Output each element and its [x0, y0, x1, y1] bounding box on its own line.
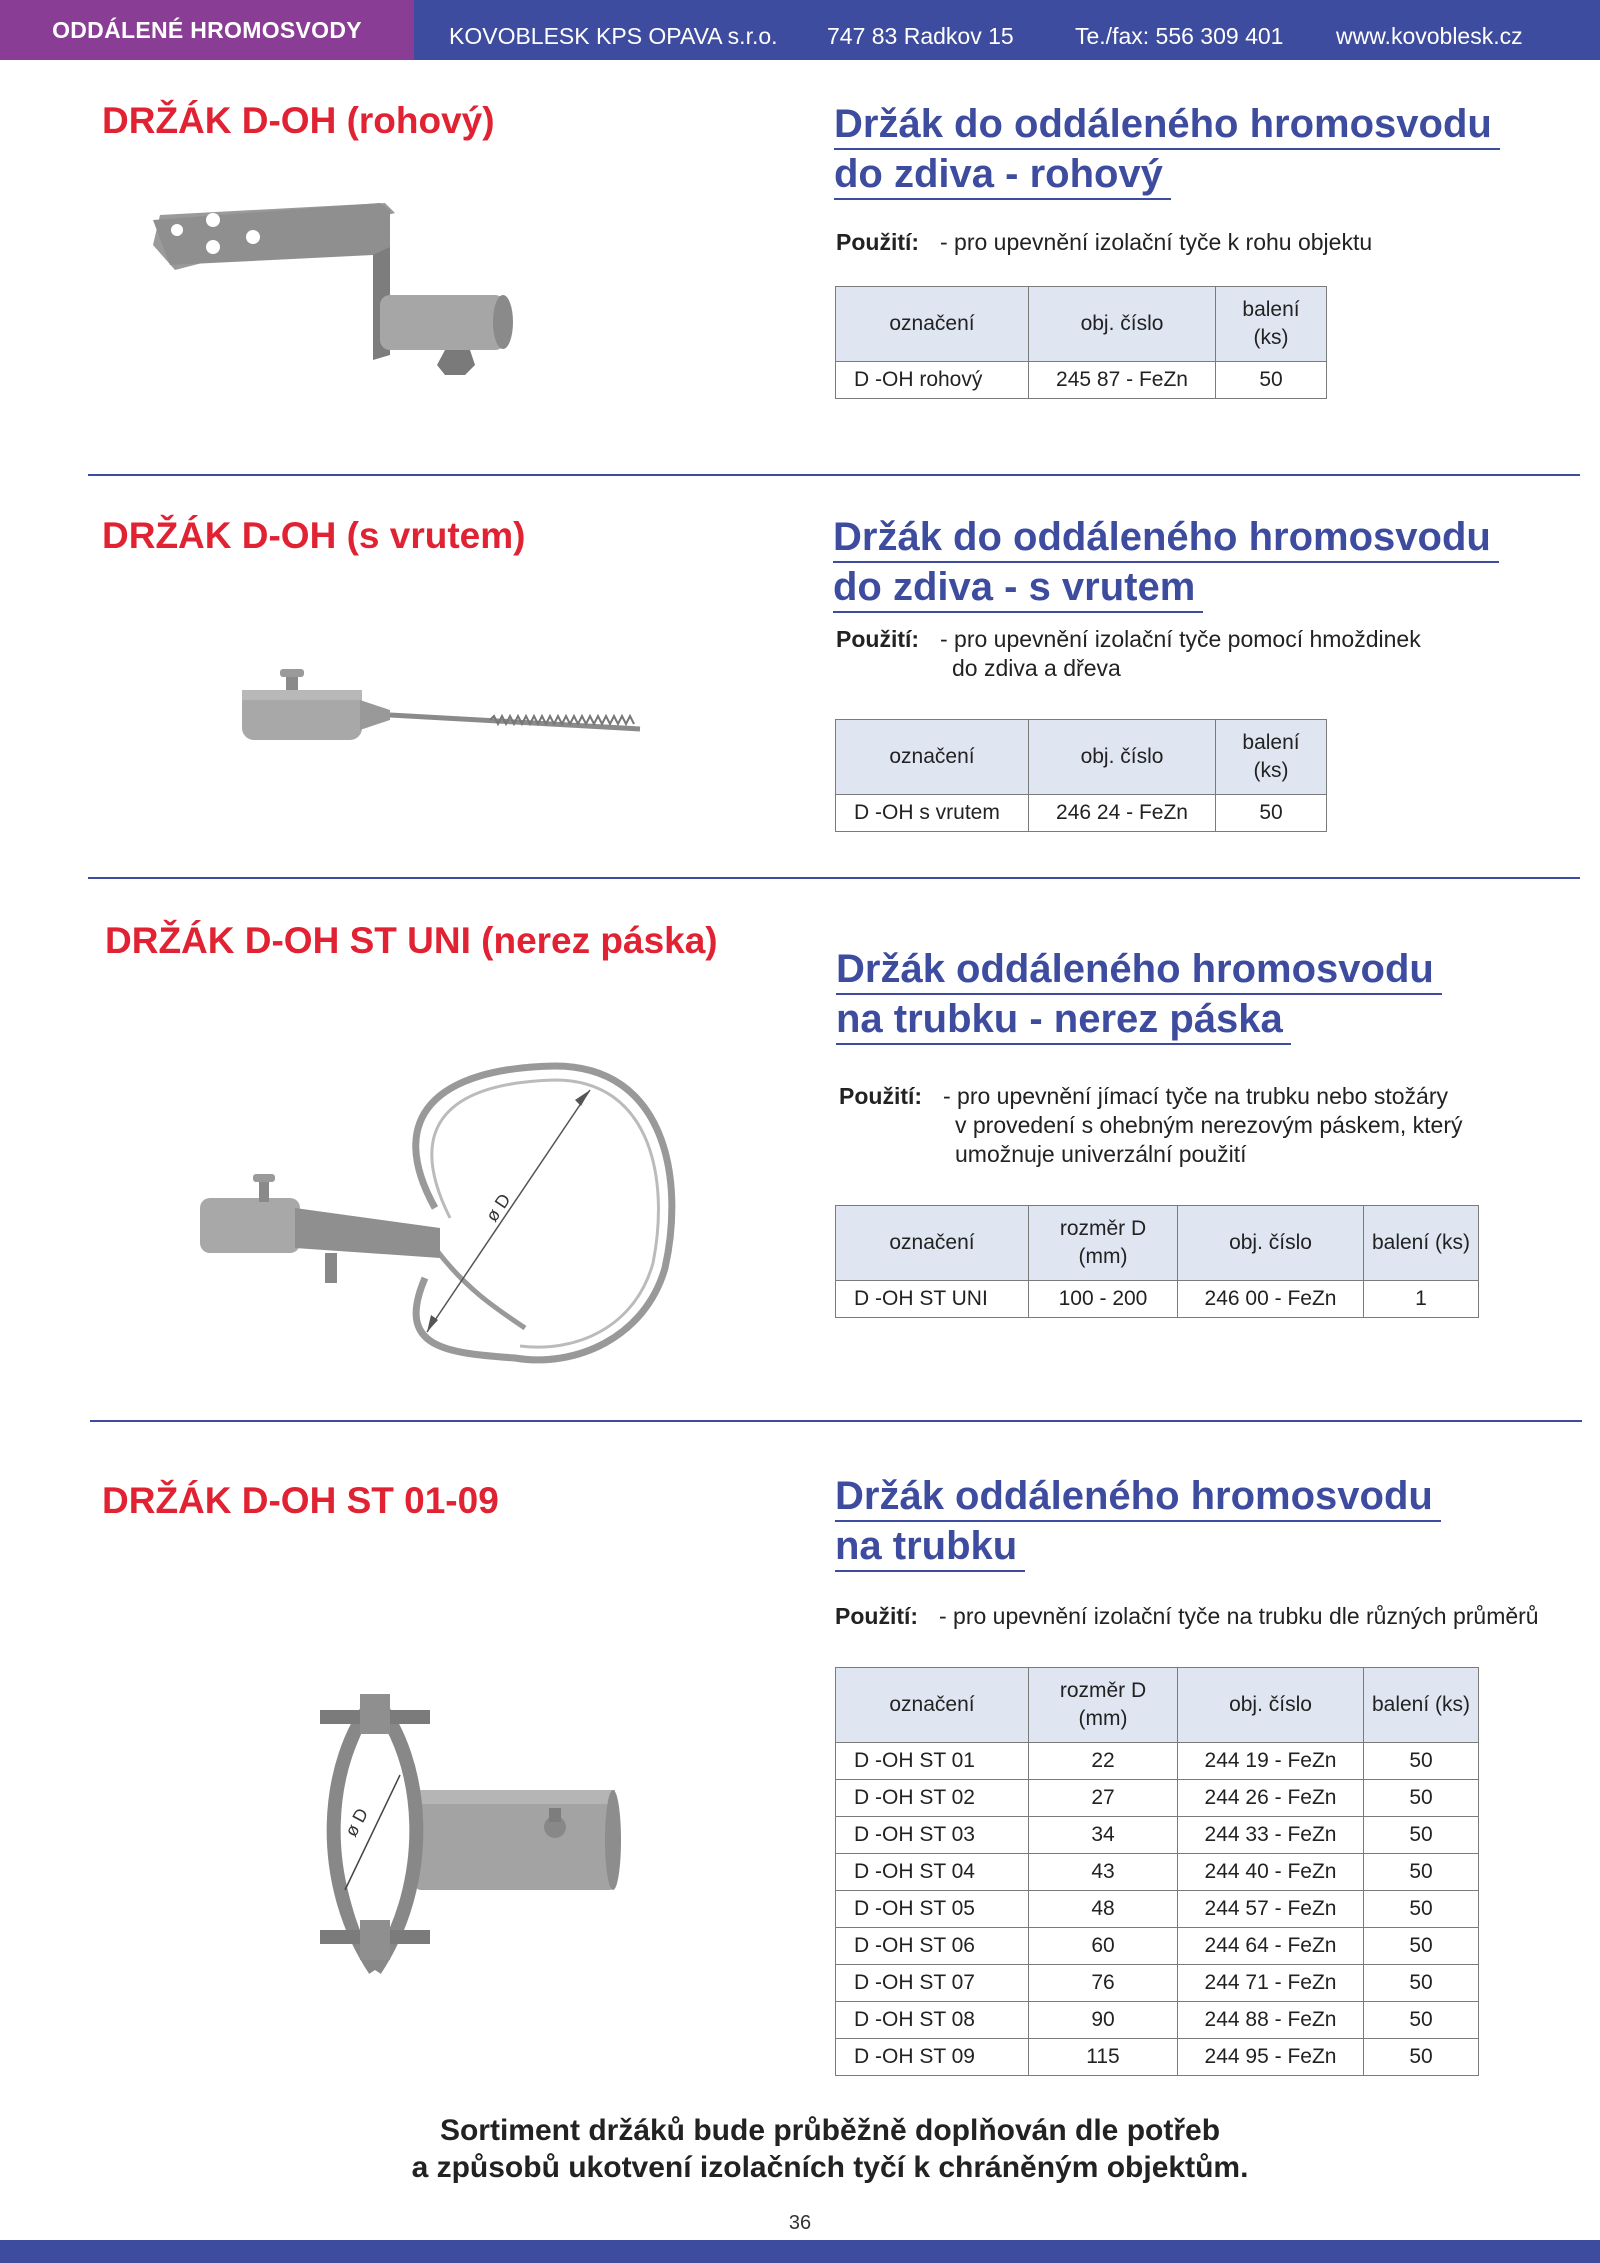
table-cell: D -OH ST 05	[836, 1891, 1029, 1928]
table-row	[836, 1928, 1479, 1965]
subtitle-line: do zdiva - rohový	[834, 150, 1171, 200]
table-cell: D -OH ST UNI	[836, 1281, 1029, 1318]
column-header: rozměr D (mm)	[1029, 1206, 1178, 1281]
section-divider	[88, 474, 1580, 476]
column-header: rozměr D (mm)	[1029, 1668, 1178, 1743]
table-cell: 50	[1364, 1780, 1479, 1817]
footer-bar	[0, 2240, 1600, 2263]
table-cell: 34	[1029, 1817, 1178, 1854]
usage-text: umožnuje univerzální použití	[955, 1141, 1247, 1167]
subtitle-line: do zdiva - s vrutem	[833, 563, 1203, 613]
section-subtitle	[836, 945, 1442, 1045]
subtitle-line: na trubku	[835, 1522, 1025, 1572]
table-cell: 50	[1364, 1743, 1479, 1780]
table-cell: 100 - 200	[1029, 1281, 1178, 1318]
table-row	[836, 1743, 1479, 1780]
category-label: ODDÁLENÉ HROMOSVODY	[0, 0, 414, 60]
table-cell: D -OH rohový	[836, 362, 1029, 399]
diameter-label: ø D	[340, 1804, 373, 1840]
table-cell: D -OH ST 07	[836, 1965, 1029, 2002]
column-header: obj. číslo	[1178, 1206, 1364, 1281]
subtitle-line: Držák do oddáleného hromosvodu	[833, 513, 1499, 563]
table-header-row	[836, 287, 1327, 362]
table-header-row	[836, 1206, 1479, 1281]
bracket-corner-illustration	[145, 185, 525, 375]
section-title: DRŽÁK D-OH (s vrutem)	[102, 515, 526, 556]
table-cell: 245 87 - FeZn	[1029, 362, 1216, 399]
table-cell: 90	[1029, 2002, 1178, 2039]
column-header: balení (ks)	[1364, 1668, 1479, 1743]
page-header	[0, 0, 1600, 60]
column-header: označení	[836, 1668, 1029, 1743]
column-header: označení	[836, 1206, 1029, 1281]
table-cell: 244 33 - FeZn	[1178, 1817, 1364, 1854]
table-row	[836, 1281, 1479, 1318]
column-header: balení (ks)	[1364, 1206, 1479, 1281]
table-cell: 244 19 - FeZn	[1178, 1743, 1364, 1780]
table-cell: 76	[1029, 1965, 1178, 2002]
table-cell: D -OH ST 01	[836, 1743, 1029, 1780]
table-cell: 244 64 - FeZn	[1178, 1928, 1364, 1965]
usage-label: Použití:	[835, 1603, 919, 1629]
subtitle-line: Držák oddáleného hromosvodu	[836, 945, 1442, 995]
table-cell: 50	[1364, 1854, 1479, 1891]
table-row	[836, 1817, 1479, 1854]
column-header: označení	[836, 720, 1029, 795]
bracket-screw-illustration	[240, 665, 645, 755]
table-row	[836, 795, 1327, 832]
table-row	[836, 1780, 1479, 1817]
table-cell: 50	[1364, 1965, 1479, 2002]
usage-text: - pro upevnění izolační tyče na trubku dle různých průměrů	[939, 1603, 1539, 1629]
table-row	[836, 2002, 1479, 2039]
column-header: označení	[836, 287, 1029, 362]
table-cell: 50	[1216, 795, 1327, 832]
column-header: obj. číslo	[1178, 1668, 1364, 1743]
table-cell: 50	[1364, 1928, 1479, 1965]
usage-text: - pro upevnění jímací tyče na trubku nebo stožáry	[943, 1083, 1448, 1109]
product-table	[835, 286, 1327, 399]
table-cell: 246 00 - FeZn	[1178, 1281, 1364, 1318]
table-cell: 60	[1029, 1928, 1178, 1965]
product-table	[835, 719, 1327, 832]
bracket-pipe-clamp-illustration	[305, 1680, 625, 1980]
closing-line: Sortiment držáků bude průběžně doplňován dle potřeb	[439, 2114, 1221, 2147]
section-divider	[90, 1420, 1582, 1422]
subtitle-line: Držák oddáleného hromosvodu	[835, 1472, 1441, 1522]
usage-text: v provedení s ohebným nerezovým páskem, který	[955, 1112, 1463, 1138]
column-header: obj. číslo	[1029, 287, 1216, 362]
usage-label: Použití:	[836, 229, 920, 255]
table-cell: 50	[1216, 362, 1327, 399]
column-header: balení (ks)	[1216, 287, 1327, 362]
subtitle-line: Držák do oddáleného hromosvodu	[834, 100, 1500, 150]
bracket-band-illustration	[195, 1058, 685, 1368]
section-subtitle	[834, 100, 1500, 200]
table-cell: 244 88 - FeZn	[1178, 2002, 1364, 2039]
company-name: KOVOBLESK KPS OPAVA s.r.o.	[449, 23, 778, 49]
product-table	[835, 1667, 1479, 2076]
section-title: DRŽÁK D-OH ST UNI (nerez páska)	[105, 920, 718, 961]
table-cell: 22	[1029, 1743, 1178, 1780]
table-cell: 115	[1029, 2039, 1178, 2076]
table-cell: 246 24 - FeZn	[1029, 795, 1216, 832]
product-table	[835, 1205, 1479, 1318]
table-cell: 244 40 - FeZn	[1178, 1854, 1364, 1891]
closing-line: a způsobů ukotvení izolačních tyčí k chráněným objektům.	[411, 2151, 1249, 2184]
table-row	[836, 1854, 1479, 1891]
table-cell: D -OH ST 04	[836, 1854, 1029, 1891]
company-phone: Te./fax: 556 309 401	[1075, 23, 1284, 49]
closing-note	[0, 2112, 1600, 2186]
diameter-label: ø D	[481, 1190, 515, 1226]
section-title: DRŽÁK D-OH ST 01-09	[102, 1480, 499, 1521]
table-cell: D -OH ST 02	[836, 1780, 1029, 1817]
table-cell: 244 71 - FeZn	[1178, 1965, 1364, 2002]
table-cell: D -OH ST 03	[836, 1817, 1029, 1854]
company-address: 747 83 Radkov 15	[827, 23, 1014, 49]
table-cell: 50	[1364, 1817, 1479, 1854]
table-cell: 43	[1029, 1854, 1178, 1891]
page-number: 36	[788, 2212, 812, 2234]
table-cell: D -OH ST 09	[836, 2039, 1029, 2076]
column-header: balení (ks)	[1216, 720, 1327, 795]
usage-text: - pro upevnění izolační tyče pomocí hmoždinek	[940, 626, 1421, 652]
usage-block	[839, 1082, 1463, 1169]
table-cell: 50	[1364, 1891, 1479, 1928]
usage-block	[836, 228, 1372, 257]
table-row	[836, 1965, 1479, 2002]
subtitle-line: na trubku - nerez páska	[836, 995, 1291, 1045]
usage-text: do zdiva a dřeva	[952, 655, 1121, 681]
section-title: DRŽÁK D-OH (rohový)	[102, 100, 495, 141]
table-cell: D -OH ST 08	[836, 2002, 1029, 2039]
table-cell: 50	[1364, 2039, 1479, 2076]
usage-label: Použití:	[836, 626, 920, 652]
table-cell: 1	[1364, 1281, 1479, 1318]
table-cell: 244 57 - FeZn	[1178, 1891, 1364, 1928]
table-cell: 48	[1029, 1891, 1178, 1928]
table-header-row	[836, 720, 1327, 795]
usage-block	[836, 625, 1421, 683]
table-cell: 27	[1029, 1780, 1178, 1817]
usage-label: Použití:	[839, 1083, 923, 1109]
table-cell: D -OH ST 06	[836, 1928, 1029, 1965]
usage-text: - pro upevnění izolační tyče k rohu objektu	[940, 229, 1373, 255]
usage-block	[835, 1602, 1539, 1631]
table-header-row	[836, 1668, 1479, 1743]
section-divider	[88, 877, 1580, 879]
table-cell: D -OH s vrutem	[836, 795, 1029, 832]
column-header: obj. číslo	[1029, 720, 1216, 795]
table-row	[836, 1891, 1479, 1928]
table-cell: 50	[1364, 2002, 1479, 2039]
table-row	[836, 362, 1327, 399]
company-web-link[interactable]: www.kovoblesk.cz	[1336, 23, 1523, 49]
table-cell: 244 95 - FeZn	[1178, 2039, 1364, 2076]
section-subtitle	[835, 1472, 1441, 1572]
table-row	[836, 2039, 1479, 2076]
section-subtitle	[833, 513, 1499, 613]
table-cell: 244 26 - FeZn	[1178, 1780, 1364, 1817]
